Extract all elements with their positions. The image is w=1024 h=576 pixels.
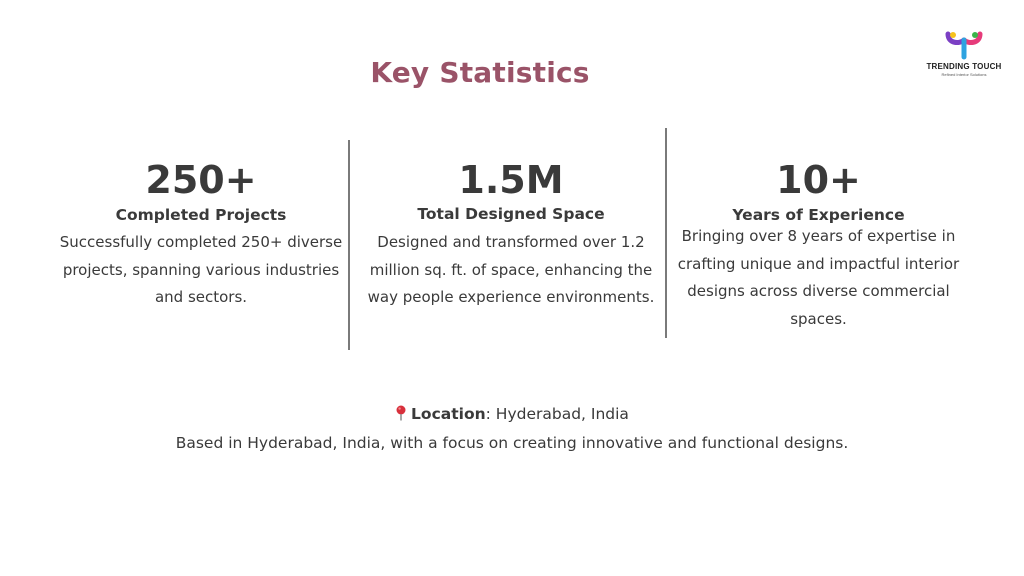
brand-logo xyxy=(924,30,1004,77)
stat-label: Years of Experience xyxy=(732,206,905,224)
stat-number: 250+ xyxy=(145,158,257,202)
trending-touch-logo-icon xyxy=(944,30,984,60)
stat-label: Total Designed Space xyxy=(417,205,605,223)
stat-description: Successfully completed 250+ diverse projects, spanning various industries and sectors. xyxy=(59,233,343,306)
location-description: Based in Hyderabad, India, with a focus on creating innovative and functional designs. xyxy=(175,434,849,452)
location-label: Location xyxy=(411,405,486,423)
stat-number: 1.5M xyxy=(458,158,564,202)
location-value: : Hyderabad, India xyxy=(485,405,629,423)
stat-description: Designed and transformed over 1.2 million sq. ft. of space, enhancing the way people experience environments. xyxy=(367,233,655,306)
divider xyxy=(348,140,350,350)
stat-number: 10+ xyxy=(776,158,861,202)
location-line xyxy=(0,405,1024,423)
page-title: Key Statistics xyxy=(370,56,590,89)
brand-name: TRENDING TOUCH xyxy=(926,62,1002,71)
pin-icon xyxy=(395,405,407,421)
stat-description: Bringing over 8 years of expertise in crafting unique and impactful interior designs across diverse commercial spaces. xyxy=(677,227,960,328)
brand-tagline: Refined Interior Solutions xyxy=(941,72,987,77)
stat-label: Completed Projects xyxy=(115,206,287,224)
